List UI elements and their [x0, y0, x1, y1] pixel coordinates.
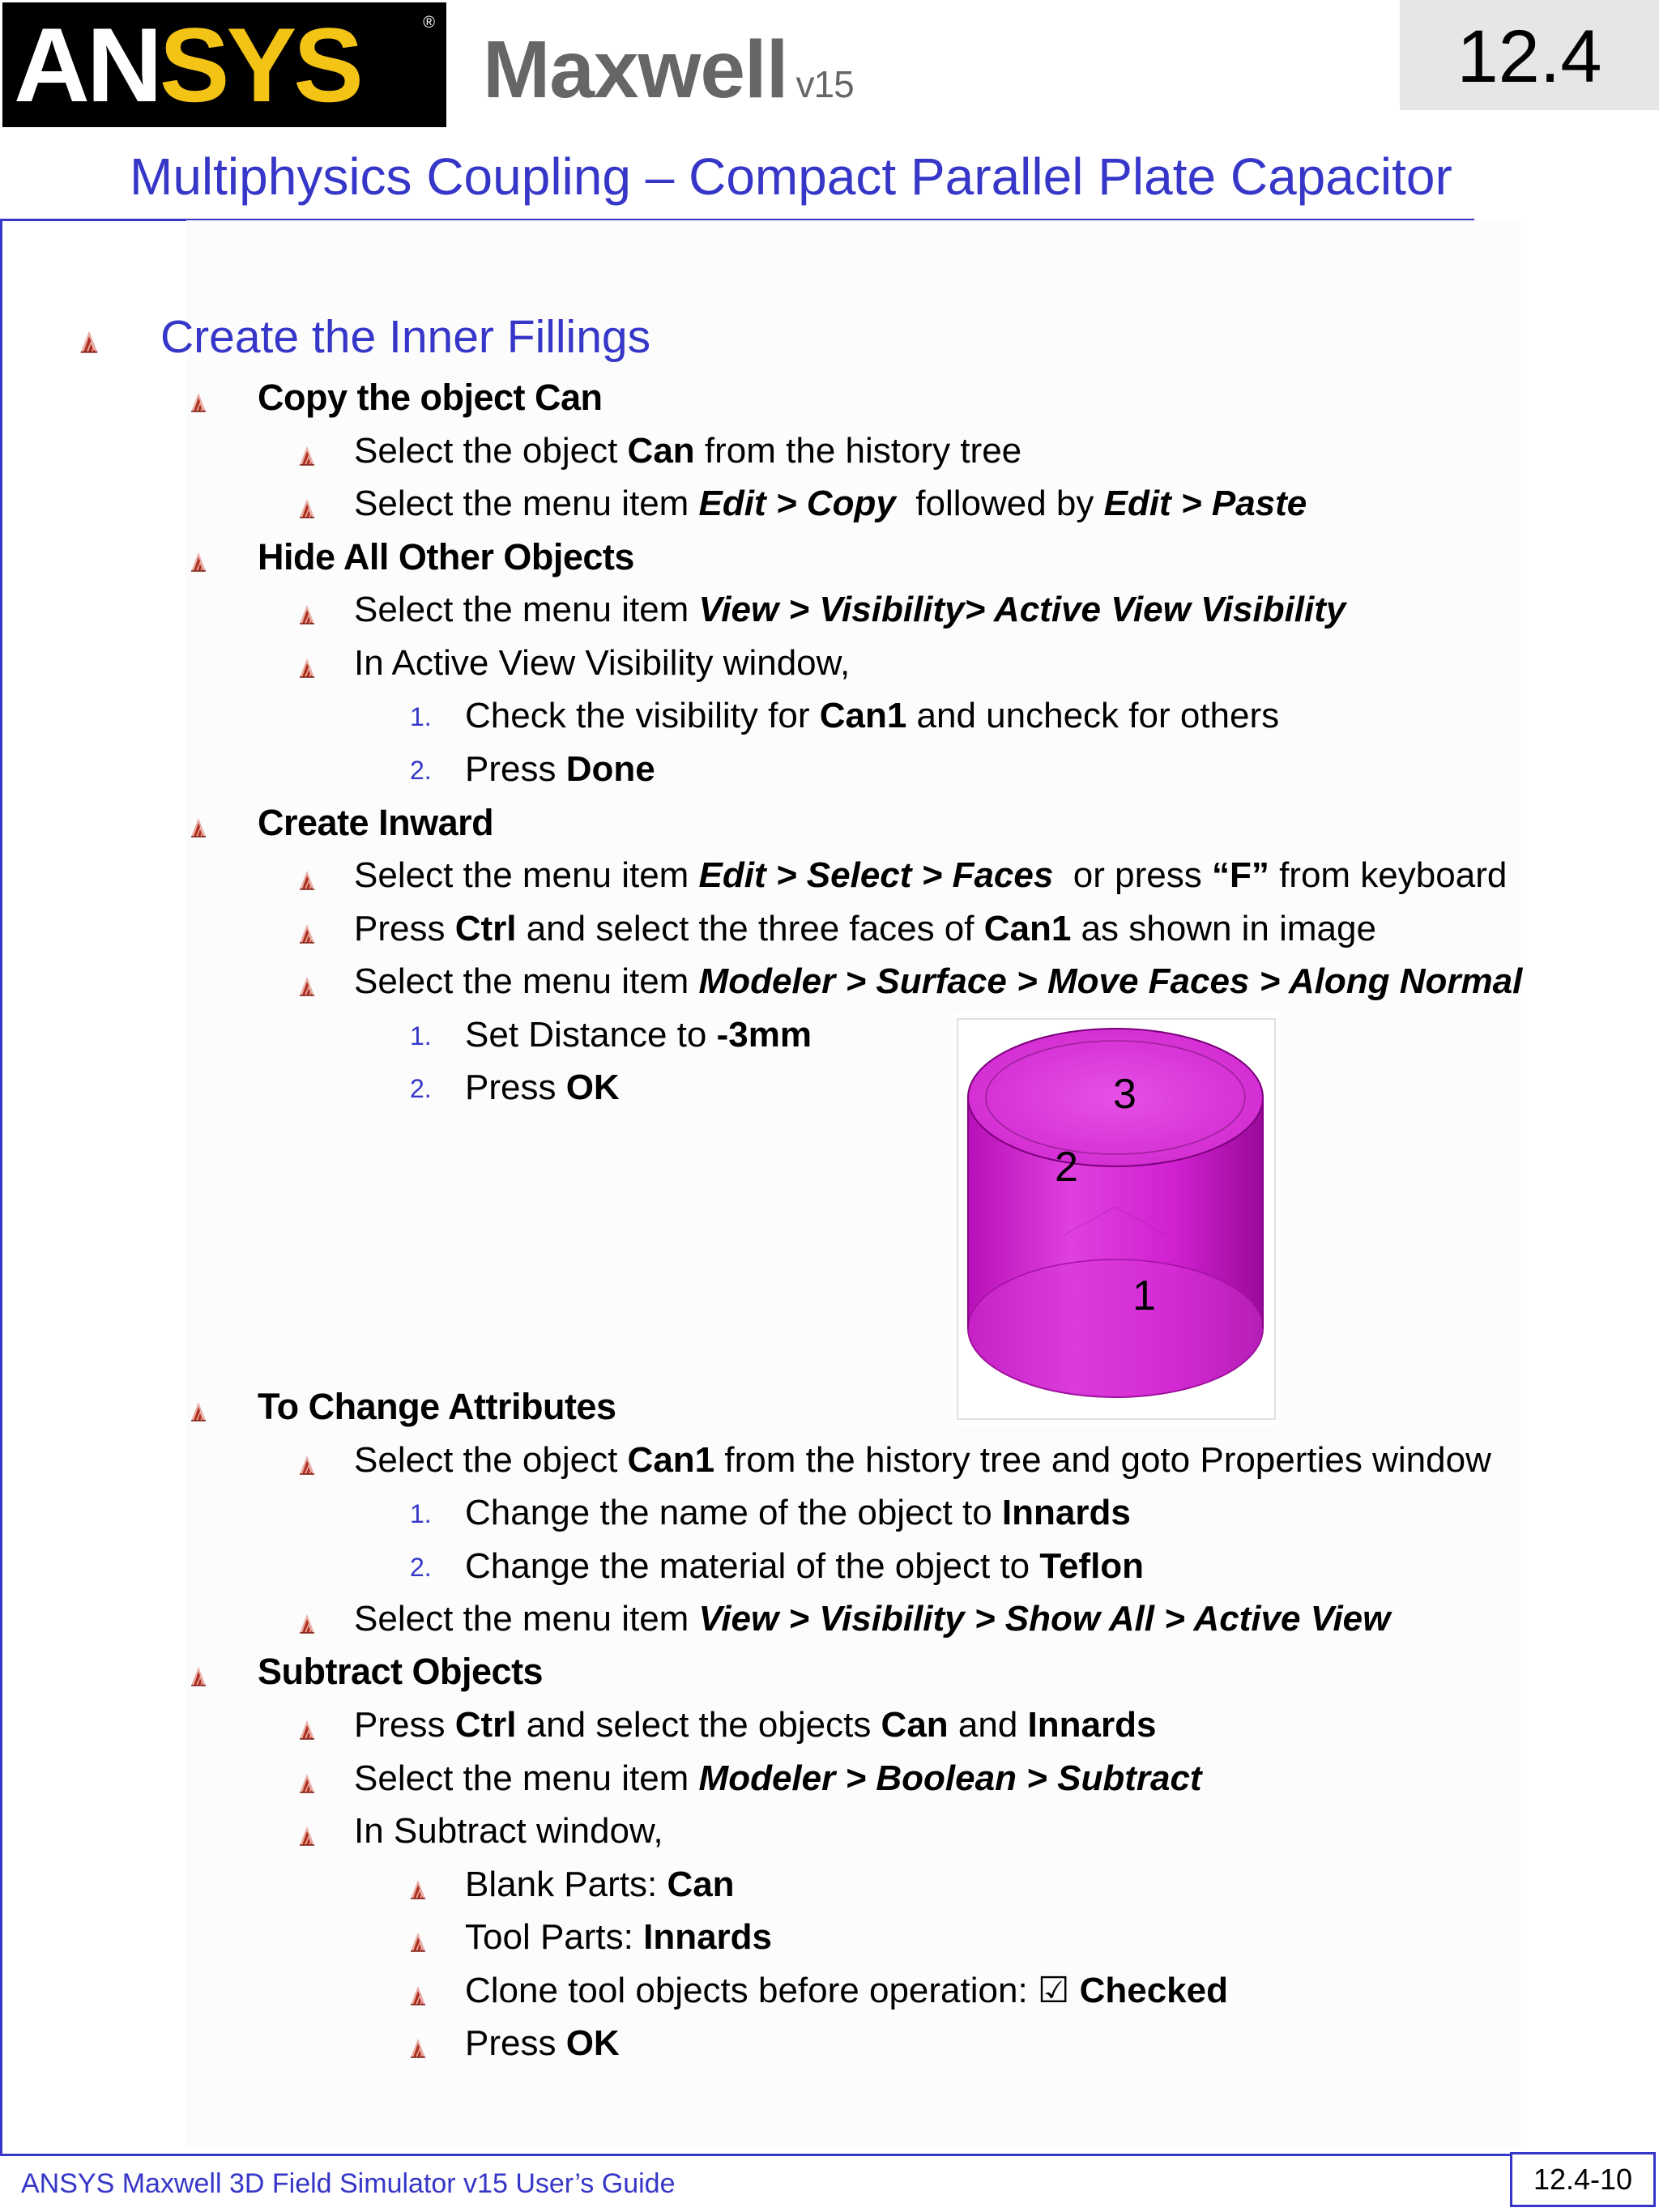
can1-faces-figure: [954, 1012, 1278, 1426]
inward-substep-2: Press OK: [465, 1068, 620, 1107]
subtract-press-ok: Press OK: [465, 2023, 620, 2063]
subtract-step-1: Press Ctrl and select the objects Can and Innards: [354, 1705, 1157, 1745]
face-label-3: 3: [1113, 1071, 1137, 1118]
heading-bullet-icon: [78, 328, 100, 354]
subtract-step-2: Select the menu item Modeler > Boolean > Subtract: [354, 1758, 1202, 1798]
logo-sys-text: SYS: [159, 6, 360, 124]
bullet-icon: [297, 922, 317, 944]
bullet-icon: [408, 1984, 428, 2006]
hide-substep-1: Check the visibility for Can1 and uncheck for others: [465, 696, 1280, 735]
copy-step-2: Select the menu item Edit > Copy followed by Edit > Paste: [354, 484, 1307, 523]
list-number: 2.: [410, 1553, 432, 1582]
hide-step-1: Select the menu item View > Visibility> Active View Visibility: [354, 590, 1346, 629]
page-number: 12.4-10: [1533, 2163, 1633, 2196]
product-name: [483, 21, 854, 133]
inward-substep-1: Set Distance to -3mm: [465, 1015, 812, 1055]
bullet-icon: [297, 603, 317, 625]
bullet-icon: [297, 1824, 317, 1847]
section-number: 12.4: [1456, 15, 1602, 98]
footer-rule: [0, 2154, 1513, 2156]
bullet-icon: [408, 1877, 428, 1900]
attributes-step-1: Select the object Can1 from the history tree and goto Properties window: [354, 1440, 1491, 1480]
bullet-icon: [297, 1718, 317, 1741]
step-copy-title: Copy the object Can: [258, 377, 603, 418]
inward-step-3: Select the menu item Modeler > Surface > Move Faces > Along Normal: [354, 961, 1523, 1001]
bullet-icon: [297, 1771, 317, 1794]
bullet-icon: [408, 1930, 428, 1953]
inward-step-1: Select the menu item Edit > Select > Faces or press “F” from keyboard: [354, 855, 1508, 895]
bullet-icon: [297, 1612, 317, 1634]
bullet-icon: [297, 497, 317, 519]
step-subtract-title: Subtract Objects: [258, 1651, 544, 1692]
subtract-step-3: In Subtract window,: [354, 1811, 663, 1851]
page-number-box: [1510, 2152, 1656, 2207]
step-inward-title: Create Inward: [258, 802, 494, 843]
bullet-icon: [408, 2036, 428, 2059]
hide-step-2: In Active View Visibility window,: [354, 643, 851, 683]
ansys-logo: [2, 2, 446, 127]
registered-mark: ®: [423, 14, 435, 32]
product-title: Maxwell: [483, 24, 788, 115]
bullet-icon: [189, 816, 208, 838]
product-version: v15: [795, 63, 854, 105]
list-number: 1.: [410, 1021, 432, 1051]
list-number: 1.: [410, 702, 432, 731]
bullet-icon: [297, 444, 317, 467]
attributes-step-2: Select the menu item View > Visibility > Show All > Active View: [354, 1599, 1391, 1639]
list-number: 1.: [410, 1499, 432, 1528]
face-label-2: 2: [1055, 1144, 1078, 1191]
bullet-icon: [189, 1400, 208, 1422]
page-title: Multiphysics Coupling – Compact Parallel Plate Capacitor: [130, 147, 1452, 206]
face-label-1: 1: [1132, 1272, 1156, 1319]
footer-guide-title: ANSYS Maxwell 3D Field Simulator v15 User’s Guide: [21, 2168, 676, 2199]
logo-an-text: AN: [14, 6, 160, 124]
bullet-icon: [297, 1453, 317, 1476]
subtract-clone-option: Clone tool objects before operation: ☑ Checked: [465, 1971, 1228, 2010]
list-number: 2.: [410, 756, 432, 785]
step-hide-title: Hide All Other Objects: [258, 536, 634, 578]
attributes-substep-1: Change the name of the object to Innards: [465, 1493, 1131, 1532]
bullet-icon: [297, 656, 317, 679]
step-attributes-title: To Change Attributes: [258, 1386, 616, 1427]
section-heading: Create the Inner Fillings: [160, 311, 651, 363]
subtract-blank-parts: Blank Parts: Can: [465, 1865, 735, 1904]
inward-step-2: Press Ctrl and select the three faces of Can1 as shown in image: [354, 909, 1376, 948]
bullet-icon: [189, 390, 208, 413]
hide-substep-2: Press Done: [465, 749, 655, 789]
list-number: 2.: [410, 1074, 432, 1103]
frame-left-border: [0, 219, 2, 2156]
bullet-icon: [189, 1664, 208, 1687]
copy-step-1: Select the object Can from the history tree: [354, 431, 1022, 471]
bullet-icon: [189, 550, 208, 573]
bullet-icon: [297, 868, 317, 891]
attributes-substep-2: Change the material of the object to Teflon: [465, 1546, 1145, 1586]
subtract-tool-parts: Tool Parts: Innards: [465, 1917, 773, 1957]
section-badge: [1400, 0, 1659, 110]
bullet-icon: [297, 974, 317, 997]
